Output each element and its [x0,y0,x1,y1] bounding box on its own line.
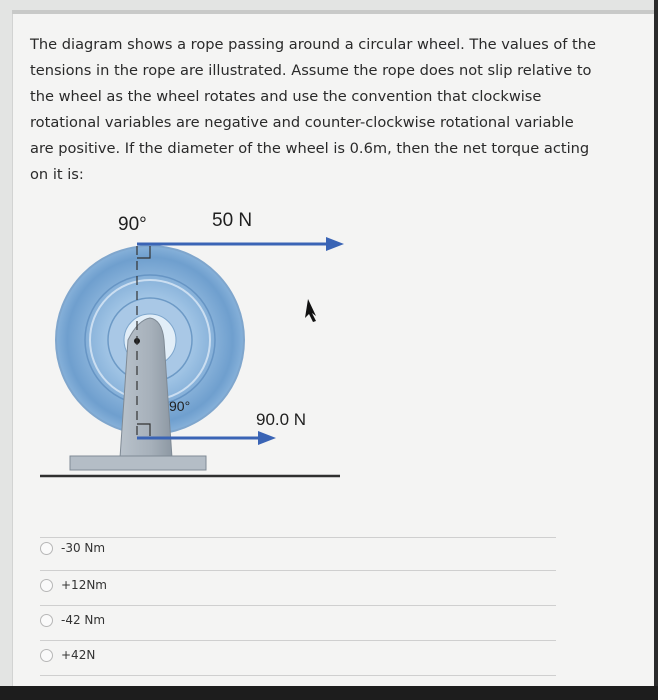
radio-button[interactable] [40,579,53,592]
answer-option[interactable] [40,536,105,560]
option-divider [40,605,556,606]
question-line: the wheel as the wheel rotates and use the convention that clockwise [30,88,542,105]
question-line: on it is: [30,166,84,183]
option-divider [40,640,556,641]
screen-bottom-edge [0,686,658,700]
bottom-force-label: 90.0 N [256,410,307,429]
option-label: +12Nm [61,578,107,592]
option-divider [40,537,556,538]
question-line: The diagram shows a rope passing around a circular wheel. The values of the [30,36,596,53]
top-force-label: 50 N [212,210,253,231]
bottom-arrow-head [258,431,276,445]
bottom-angle-label: 90° [169,398,191,414]
screen-edge [654,0,658,700]
option-label: -30 Nm [61,541,106,555]
question-line: are positive. If the diameter of the wheel is 0.6m, then the net torque acting [30,140,590,157]
radio-button[interactable] [40,542,53,555]
radio-button[interactable] [40,649,53,662]
question-line: rotational variables are negative and counter-clockwise rotational variable [30,114,574,131]
radio-button[interactable] [40,614,53,627]
answer-option[interactable] [40,573,107,597]
option-divider [40,570,556,571]
option-label: -42 Nm [61,613,106,627]
question-line: tensions in the rope are illustrated. Assume the rope does not slip relative to [30,62,592,79]
support-base [70,456,206,470]
option-divider [40,675,556,676]
answer-option[interactable] [40,643,95,667]
mouse-pointer-icon [305,299,316,322]
answer-option[interactable] [40,608,105,632]
option-label: +42N [61,648,96,662]
top-arrow-head [326,237,344,251]
top-angle-label: 90° [118,214,147,235]
